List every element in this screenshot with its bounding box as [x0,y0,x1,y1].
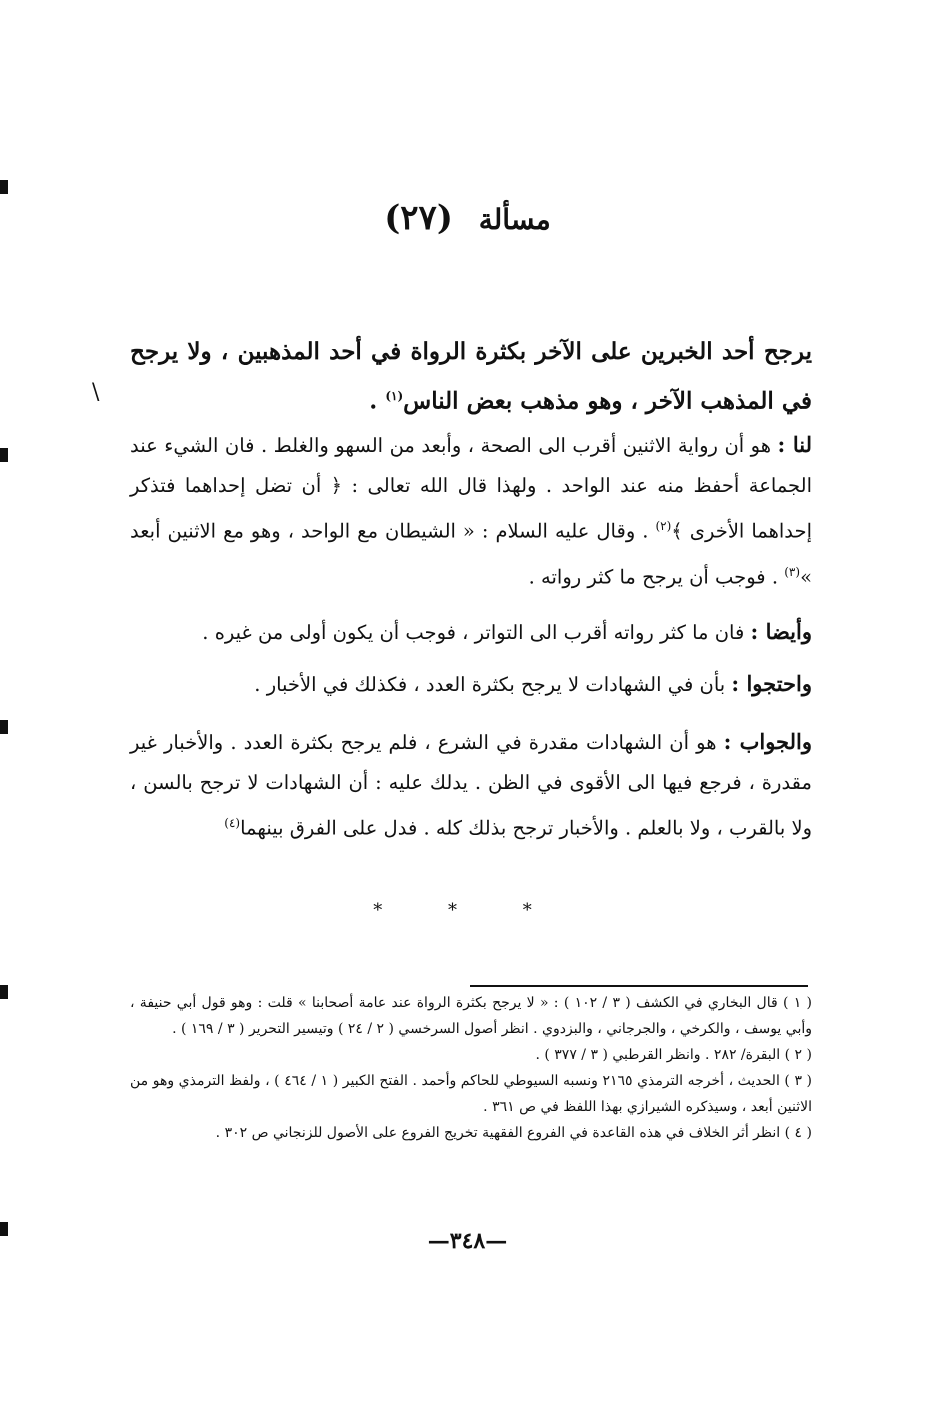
scan-edge-mark [0,180,8,194]
heading-word: مسألة [478,203,551,236]
section-divider-stars: * * * [373,900,562,921]
scan-edge-mark [0,720,8,734]
page-number: —٣٤٨— [427,1228,508,1254]
issue-statement-text: يرجح أحد الخبرين على الآخر بكثرة الرواة في أحد المذهبين ، ولا يرجح في المذهب الآخر ، وهو مذهب بعض الناس [130,338,812,415]
paragraph-text: هو أن رواية الاثنين أقرب الى الصحة ، وأبعد من السهو والغلط . فان الشيء عند الجماعة أحفظ منه عند الواحد . ولهذا قال الله تعالى : ﴿ أن تضل إحداهما فتذكر إحداهما الأخرى ﴾ [130,434,812,543]
footnote-ref: (١) [385,389,404,403]
paragraph-argument [130,425,812,597]
footnote: ( ١ ) قال البخاري في الكشف ( ٣ / ١٠٢ ) : « لا يرجح بكثرة الرواة عند عامة أصحابنا » قلت : وهو قول أبي حنيفة ، وأبي يوسف ، والكرخي ، والجرجاني ، والبزدوي . انظر أصول السرخسي ( ٢ / ٢٤ ) وتيسير التحرير ( ٣ / ١٦٩ ) . [130,995,813,1037]
paragraph-answer [130,722,812,849]
paragraph-text: . وقال عليه السلام : « الشيطان مع الواحد ، وهو مع الاثنين أبعد » [130,519,812,588]
footnote-rule [470,985,808,987]
margin-mark: \ [92,380,100,405]
footnote-ref: (٤) [224,816,241,830]
paragraph-keyword: واحتجوا : [731,671,812,696]
footnotes [130,990,812,1146]
paragraph-text: فان ما كثر رواته أقرب الى التواتر ، فوجب أن يكون أولى من غيره . [202,621,751,644]
heading-number: (٢٧) [384,198,453,238]
paragraph-text: بأن في الشهادات لا يرجح بكثرة العدد ، فكذلك في الأخبار . [254,673,732,696]
footnote-ref: (٢) [655,519,672,533]
footnote: ( ٣ ) الحديث ، أخرجه الترمذي ٢١٦٥ ونسبه السيوطي للحاكم وأحمد . الفتح الكبير ( ١ / ٤٦٤ ) ، ولفظ الترمذي وهو من الاثنين أبعد ، وسيذكره الشيرازي بهذا اللفظ في ص ٣٦١ . [130,1073,812,1115]
paragraph-objection [130,664,812,705]
paragraph-keyword: والجواب : [723,729,812,754]
issue-statement-end: . [369,387,386,415]
issue-statement [130,330,812,424]
footnote-ref: (٣) [784,564,801,579]
scan-edge-mark [0,985,8,999]
paragraph-text: . فوجب أن يرجح ما كثر رواته . [528,565,785,588]
paragraph-keyword: لنا : [777,432,812,457]
paragraph-text: هو أن الشهادات مقدرة في الشرع ، فلم يرجح بكثرة العدد . والأخبار غير مقدرة ، فرجع فيها الى الأقوى في الظن . يدلك عليه : أن الشهادات لا ترجح بالسن ، ولا بالقرب ، ولا بالعلم . والأخبار ترجح بذلك كله . فدل على الفرق بينهما [130,731,812,840]
paragraph-keyword: وأيضا : [750,619,812,644]
paragraph-also [130,612,812,653]
footnote: ( ٢ ) البقرة/ ٢٨٢ . وانظر القرطبي ( ٣ / ٣٧٧ ) . [535,1047,812,1063]
scan-edge-mark [0,448,8,462]
footnote: ( ٤ ) انظر أثر الخلاف في هذه القاعدة في الفروع الفقهية تخريج الفروع على الأصول للزنجاني ص ٣٠٢ . [215,1125,812,1141]
issue-heading [0,198,935,238]
